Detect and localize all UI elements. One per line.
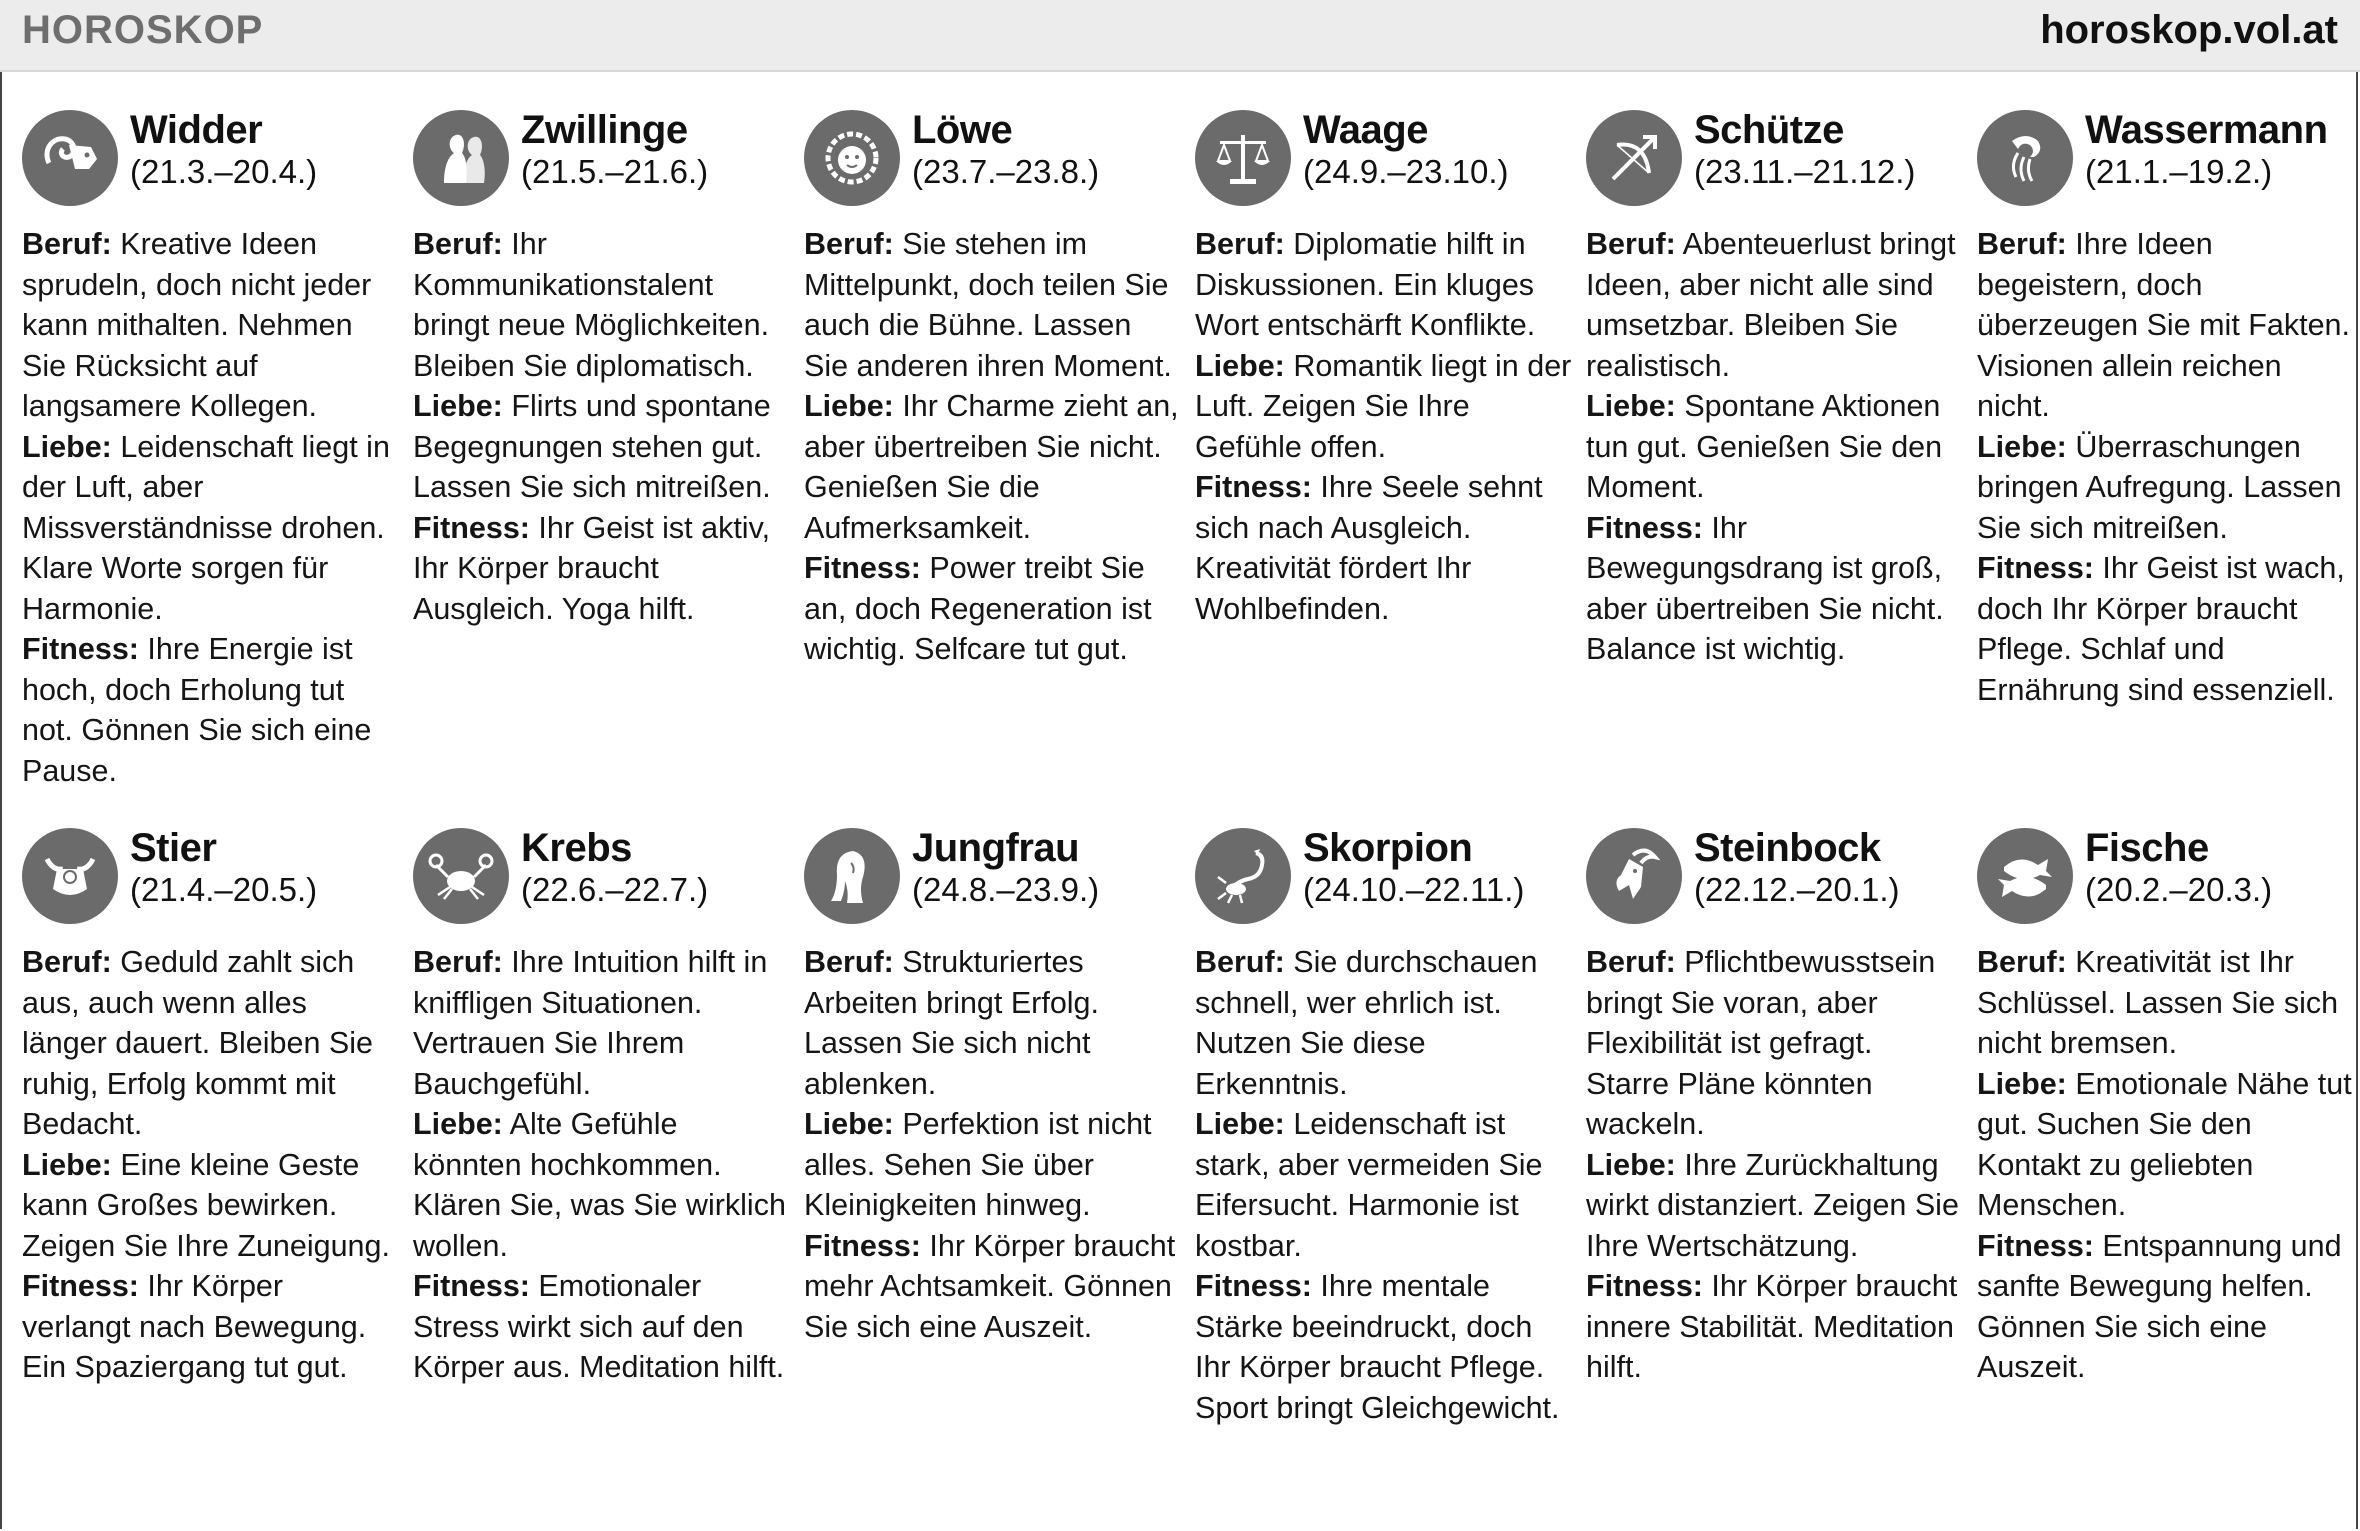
sign-card-krebs — [413, 826, 804, 1466]
sign-card-stier — [22, 826, 413, 1466]
archer-icon — [1586, 110, 1682, 206]
fitness-label: Fitness: — [804, 1228, 921, 1263]
liebe-text: Perfektion ist nicht alles. Sehen Sie über Kleinigkeiten hinweg. — [804, 1107, 1152, 1222]
sign-header — [1195, 108, 1572, 224]
fitness-text: Ihr Geist ist aktiv, Ihr Körper braucht Ausgleich. Yoga hilft. — [413, 510, 771, 626]
sign-name-block — [2085, 826, 2272, 910]
sign-text — [413, 942, 790, 1388]
sign-dates: (20.2.–20.3.) — [2085, 871, 2273, 908]
fitness-label: Fitness: — [1977, 551, 2094, 585]
sign-header — [1586, 108, 1963, 224]
sign-name: Schütze — [1694, 108, 1844, 152]
beruf-label: Beruf: — [22, 945, 112, 979]
liebe-text: Überraschungen bringen Aufregung. Lassen Sie sich mitreißen. — [1977, 429, 2342, 545]
sign-header — [22, 108, 399, 224]
beruf-text: Kreativität ist Ihr Schlüssel. Lassen Sie sich nicht bremsen. — [1977, 945, 2339, 1060]
sign-name-block — [912, 108, 1099, 192]
sign-text — [1977, 224, 2354, 710]
fitness-label: Fitness: — [1195, 1269, 1312, 1303]
liebe-label: Liebe: — [804, 389, 894, 423]
sign-name: Wassermann — [2085, 108, 2328, 152]
liebe-text: Alte Gefühle könnten hochkommen. Klären Sie, was Sie wirklich wollen. — [413, 1107, 786, 1263]
fitness-label: Fitness: — [1586, 1269, 1703, 1303]
sign-name: Skorpion — [1303, 826, 1473, 870]
fitness-text: Power treibt Sie an, doch Regeneration ist wichtig. Selfcare tut gut. — [804, 551, 1152, 666]
sign-dates: (24.8.–23.9.) — [912, 871, 1100, 908]
liebe-text: Eine kleine Geste kann Großes bewirken. Zeigen Sie Ihre Zuneigung. — [22, 1147, 390, 1263]
sign-header — [804, 826, 1181, 942]
sign-text — [22, 224, 399, 791]
sign-name: Krebs — [521, 826, 632, 870]
sign-dates: (21.5.–21.6.) — [521, 153, 709, 190]
sign-card-waage — [1195, 108, 1586, 826]
water-bearer-icon — [1977, 110, 2073, 206]
liebe-label: Liebe: — [1195, 1107, 1285, 1141]
liebe-label: Liebe: — [804, 1107, 894, 1141]
beruf-label: Beruf: — [413, 945, 503, 979]
sign-name-block — [1303, 108, 1508, 192]
fitness-text: Entspannung und sanfte Bewegung helfen. Gönnen Sie sich eine Auszeit. — [1977, 1228, 2342, 1384]
bull-icon — [22, 828, 118, 924]
crab-icon — [413, 828, 509, 924]
sign-dates: (21.1.–19.2.) — [2085, 153, 2273, 190]
fitness-text: Ihr Geist ist wach, doch Ihr Körper braucht Pflege. Schlaf und Ernährung sind essenziell. — [1977, 551, 2345, 707]
fitness-label: Fitness: — [1195, 470, 1312, 504]
sign-card-zwillinge — [413, 108, 804, 826]
liebe-label: Liebe: — [1586, 389, 1676, 423]
beruf-label: Beruf: — [1586, 945, 1676, 979]
fitness-label: Fitness: — [413, 510, 530, 545]
beruf-label: Beruf: — [22, 227, 112, 261]
sign-name-block — [521, 108, 708, 192]
sign-text — [1586, 942, 1963, 1388]
sign-text — [22, 942, 399, 1388]
sign-name: Steinbock — [1694, 826, 1881, 870]
sign-text — [413, 224, 790, 629]
fitness-text: Ihr Bewegungsdrang ist groß, aber übertreiben Sie nicht. Balance ist wichtig. — [1586, 510, 1944, 666]
beruf-text: Sie durchschauen schnell, wer ehrlich ist. Nutzen Sie diese Erkenntnis. — [1195, 945, 1538, 1101]
beruf-label: Beruf: — [1977, 227, 2067, 261]
sign-header — [804, 108, 1181, 224]
beruf-text: Sie stehen im Mittelpunkt, doch teilen Sie auch die Bühne. Lassen Sie anderen ihren Moment. — [804, 227, 1172, 383]
liebe-text: Spontane Aktionen tun gut. Genießen Sie den Moment. — [1586, 389, 1943, 504]
fish-icon — [1977, 828, 2073, 924]
sign-name-block — [1694, 108, 1915, 192]
fitness-label: Fitness: — [1586, 510, 1703, 545]
sign-name: Stier — [130, 826, 217, 870]
sign-header — [413, 108, 790, 224]
sign-dates: (21.4.–20.5.) — [130, 871, 318, 908]
beruf-label: Beruf: — [1977, 945, 2067, 979]
beruf-text: Pflichtbewusstsein bringt Sie voran, aber Flexibilität ist gefragt. Starre Pläne könnten wackeln. — [1586, 945, 1936, 1141]
sign-header — [413, 826, 790, 942]
sign-card-steinbock — [1586, 826, 1977, 1466]
horoscope-grid — [22, 108, 2360, 1466]
liebe-text: Flirts und spontane Begegnungen stehen gut. Lassen Sie sich mitreißen. — [413, 389, 771, 504]
beruf-text: Ihr Kommunikationstalent bringt neue Möglichkeiten. Bleiben Sie diplomatisch. — [413, 227, 770, 383]
fitness-label: Fitness: — [413, 1269, 530, 1303]
fitness-text: Emotionaler Stress wirkt sich auf den Körper aus. Meditation hilft. — [413, 1269, 785, 1384]
sign-header — [1977, 108, 2354, 224]
page-header — [0, 0, 2360, 72]
sign-text — [1586, 224, 1963, 670]
fitness-text: Ihr Körper braucht innere Stabilität. Meditation hilft. — [1586, 1269, 1958, 1384]
fitness-text: Ihr Körper braucht mehr Achtsamkeit. Gönnen Sie sich eine Auszeit. — [804, 1228, 1176, 1344]
fitness-text: Ihre Seele sehnt sich nach Ausgleich. Kreativität fördert Ihr Wohlbefinden. — [1195, 470, 1543, 626]
fitness-text: Ihre mentale Stärke beeindruckt, doch Ihr Körper braucht Pflege. Sport bringt Gleichgewicht. — [1195, 1269, 1560, 1425]
beruf-label: Beruf: — [1195, 945, 1285, 979]
sign-dates: (21.3.–20.4.) — [130, 153, 318, 190]
sign-card-löwe — [804, 108, 1195, 826]
sign-text — [804, 224, 1181, 670]
sign-card-skorpion — [1195, 826, 1586, 1466]
beruf-text: Strukturiertes Arbeiten bringt Erfolg. Lassen Sie sich nicht ablenken. — [804, 945, 1099, 1101]
sign-name: Jungfrau — [912, 826, 1080, 870]
liebe-text: Leidenschaft liegt in der Luft, aber Missverständnisse drohen. Klare Worte sorgen für Harmonie. — [22, 429, 390, 626]
sign-header — [22, 826, 399, 942]
beruf-label: Beruf: — [804, 227, 894, 261]
site-link[interactable]: horoskop.vol.at — [2040, 8, 2338, 52]
sign-card-fische — [1977, 826, 2360, 1466]
fitness-label: Fitness: — [1977, 1228, 2094, 1263]
sign-name-block — [912, 826, 1099, 910]
page-title: HOROSKOP — [22, 8, 264, 52]
liebe-text: Emotionale Nähe tut gut. Suchen Sie den Kontakt zu geliebten Menschen. — [1977, 1066, 2352, 1222]
sign-header — [1977, 826, 2354, 942]
sign-card-schütze — [1586, 108, 1977, 826]
sign-name-block — [2085, 108, 2328, 192]
fitness-label: Fitness: — [22, 632, 139, 666]
liebe-label: Liebe: — [1195, 348, 1285, 383]
sign-name-block — [130, 108, 317, 192]
sign-dates: (24.10.–22.11.) — [1303, 871, 1525, 908]
sign-name: Zwillinge — [521, 108, 688, 152]
goat-icon — [1586, 828, 1682, 924]
sign-card-wassermann — [1977, 108, 2360, 826]
sign-text — [804, 942, 1181, 1347]
beruf-text: Kreative Ideen sprudeln, doch nicht jeder kann mithalten. Nehmen Sie Rücksicht auf langsamere Kollegen. — [22, 227, 372, 423]
liebe-label: Liebe: — [413, 389, 503, 423]
beruf-label: Beruf: — [804, 945, 894, 979]
sign-name-block — [1694, 826, 1899, 910]
sign-dates: (22.6.–22.7.) — [521, 871, 709, 908]
sign-text — [1977, 942, 2354, 1388]
beruf-label: Beruf: — [1586, 227, 1676, 261]
virgin-icon — [804, 828, 900, 924]
liebe-label: Liebe: — [413, 1107, 503, 1141]
liebe-label: Liebe: — [1977, 1066, 2067, 1101]
sign-header — [1195, 826, 1572, 942]
sign-name: Widder — [130, 108, 263, 152]
liebe-text: Romantik liegt in der Luft. Zeigen Sie Ihre Gefühle offen. — [1195, 348, 1572, 464]
fitness-text: Ihr Körper verlangt nach Bewegung. Ein Spaziergang tut gut. — [22, 1269, 367, 1384]
beruf-text: Ihre Ideen begeistern, doch überzeugen Sie mit Fakten. Visionen allein reichen nicht. — [1977, 227, 2350, 423]
twins-icon — [413, 110, 509, 206]
liebe-label: Liebe: — [22, 1147, 112, 1182]
sign-dates: (23.11.–21.12.) — [1694, 153, 1916, 190]
sign-text — [1195, 942, 1572, 1428]
liebe-text: Ihr Charme zieht an, aber übertreiben Sie nicht. Genießen Sie die Aufmerksamkeit. — [804, 389, 1179, 545]
fitness-label: Fitness: — [22, 1269, 139, 1303]
sign-name-block — [1303, 826, 1524, 910]
sign-text — [1195, 224, 1572, 629]
sign-dates: (23.7.–23.8.) — [912, 153, 1100, 190]
beruf-text: Geduld zahlt sich aus, auch wenn alles länger dauert. Bleiben Sie ruhig, Erfolg kommt mit Bedacht. — [22, 945, 373, 1141]
liebe-label: Liebe: — [1977, 429, 2067, 464]
scales-icon — [1195, 110, 1291, 206]
sign-dates: (24.9.–23.10.) — [1303, 153, 1509, 190]
sign-name: Waage — [1303, 108, 1428, 152]
beruf-label: Beruf: — [413, 227, 503, 261]
fitness-label: Fitness: — [804, 551, 921, 585]
sign-header — [1586, 826, 1963, 942]
sign-name: Fische — [2085, 826, 2209, 870]
beruf-text: Ihre Intuition hilft in kniffligen Situationen. Vertrauen Sie Ihrem Bauchgefühl. — [413, 945, 768, 1101]
liebe-label: Liebe: — [1586, 1147, 1676, 1182]
sign-name-block — [130, 826, 317, 910]
liebe-text: Leidenschaft ist stark, aber vermeiden Sie Eifersucht. Harmonie ist kostbar. — [1195, 1107, 1543, 1263]
sign-card-widder — [22, 108, 413, 826]
ram-icon — [22, 110, 118, 206]
liebe-text: Ihre Zurückhaltung wirkt distanziert. Zeigen Sie Ihre Wertschätzung. — [1586, 1147, 1959, 1263]
liebe-label: Liebe: — [22, 429, 112, 464]
lion-icon — [804, 110, 900, 206]
scorpion-icon — [1195, 828, 1291, 924]
sign-card-jungfrau — [804, 826, 1195, 1466]
sign-name: Löwe — [912, 108, 1013, 152]
beruf-label: Beruf: — [1195, 227, 1285, 261]
sign-name-block — [521, 826, 708, 910]
fitness-text: Ihre Energie ist hoch, doch Erholung tut not. Gönnen Sie sich eine Pause. — [22, 632, 372, 788]
beruf-text: Abenteuerlust bringt Ideen, aber nicht alle sind umsetzbar. Bleiben Sie realistisch. — [1586, 227, 1956, 383]
sign-dates: (22.12.–20.1.) — [1694, 871, 1900, 908]
beruf-text: Diplomatie hilft in Diskussionen. Ein kluges Wort entschärft Konflikte. — [1195, 227, 1536, 342]
